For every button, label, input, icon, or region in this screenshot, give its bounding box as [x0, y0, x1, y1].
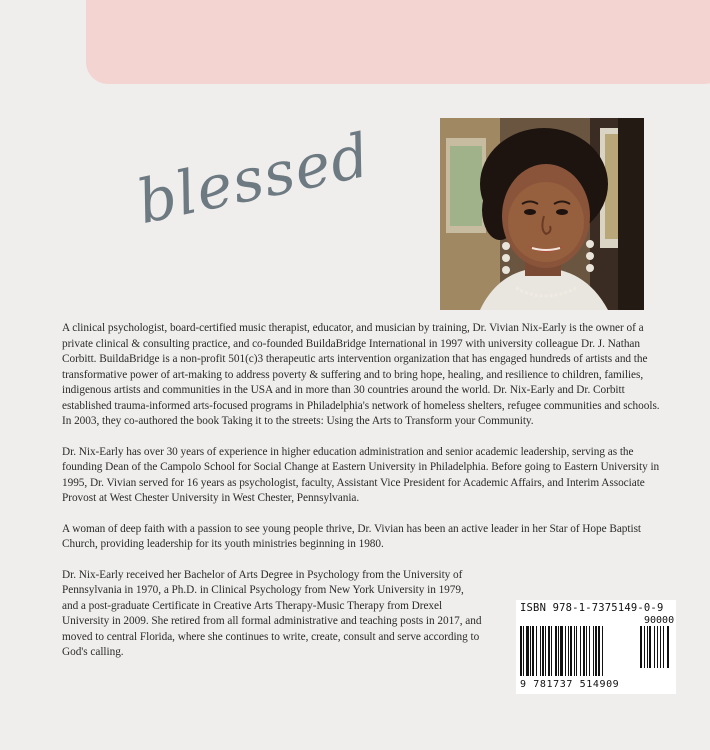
bio-paragraph-2: Dr. Nix-Early has over 30 years of experience in higher education administration and senior academic leadership, serving as the founding Dean of the Campolo School for Social Change at Eastern University in Philadelphia. Before going to Eastern University in 1995, Dr. Vivian served for 16 years as psychologist, faculty, Assistant Vice President for Academic Affairs, and Interim Associate Provost at West Chester University in West Chester, Pennsylvania.: [62, 445, 660, 504]
price-code: 90000: [644, 615, 675, 626]
blessed-script-title: blessed: [131, 120, 377, 238]
bio-paragraph-3: A woman of deep faith with a passion to see young people thrive, Dr. Vivian has been an active leader in her Star of Hope Baptist Church, providing leadership for its youth ministries beginning in 1980.: [62, 522, 642, 550]
author-portrait: [440, 118, 644, 310]
barcode-digits: 9 781737 514909: [520, 679, 620, 690]
isbn-barcode: [516, 600, 676, 694]
portrait-illustration: [440, 118, 644, 310]
bio-paragraph-1: A clinical psychologist, board-certified music therapist, educator, and musician by training, Dr. Vivian Nix-Early is the owner of a private clinical & consulting practice, and co-founded BuildaBridge International in 1997 with university colleague Dr. J. Nathan Corbitt. BuildaBridge is a non-profit 501(c)3 therapeutic arts intervention organization that has engaged hundreds of artists and the transformative power of art-making to address poverty & suffering and to bring hope, healing, and resilience to children, families, indigenous artists and communities in the USA and in more than 30 countries around the world. Dr. Nix-Early and Dr. Corbitt established trauma-informed arts-focused programs in Philadelphia's network of homeless shelters, refugee communities and schools. In 2003, they co-authored the book Taking it to the streets: Using the Arts to Transform your Community.: [62, 322, 660, 427]
bio-paragraph-4: Dr. Nix-Early received her Bachelor of Arts Degree in Psychology from the University of Pennsylvania in 1970, a Ph.D. in Clinical Psychology from New York University in 1979, and a post-graduate Certificate in Creative Arts Therapy-Music Therapy from Drexel University in 2009. She retired from all formal administrative and teaching posts in 2017, and moved to central Florida, where she continues to write, create, consult and serve according to God's calling.: [62, 568, 482, 658]
barcode-bars: [520, 626, 672, 678]
isbn-label: ISBN 978-1-7375149-0-9: [520, 602, 664, 614]
pink-header-banner: [86, 0, 710, 84]
